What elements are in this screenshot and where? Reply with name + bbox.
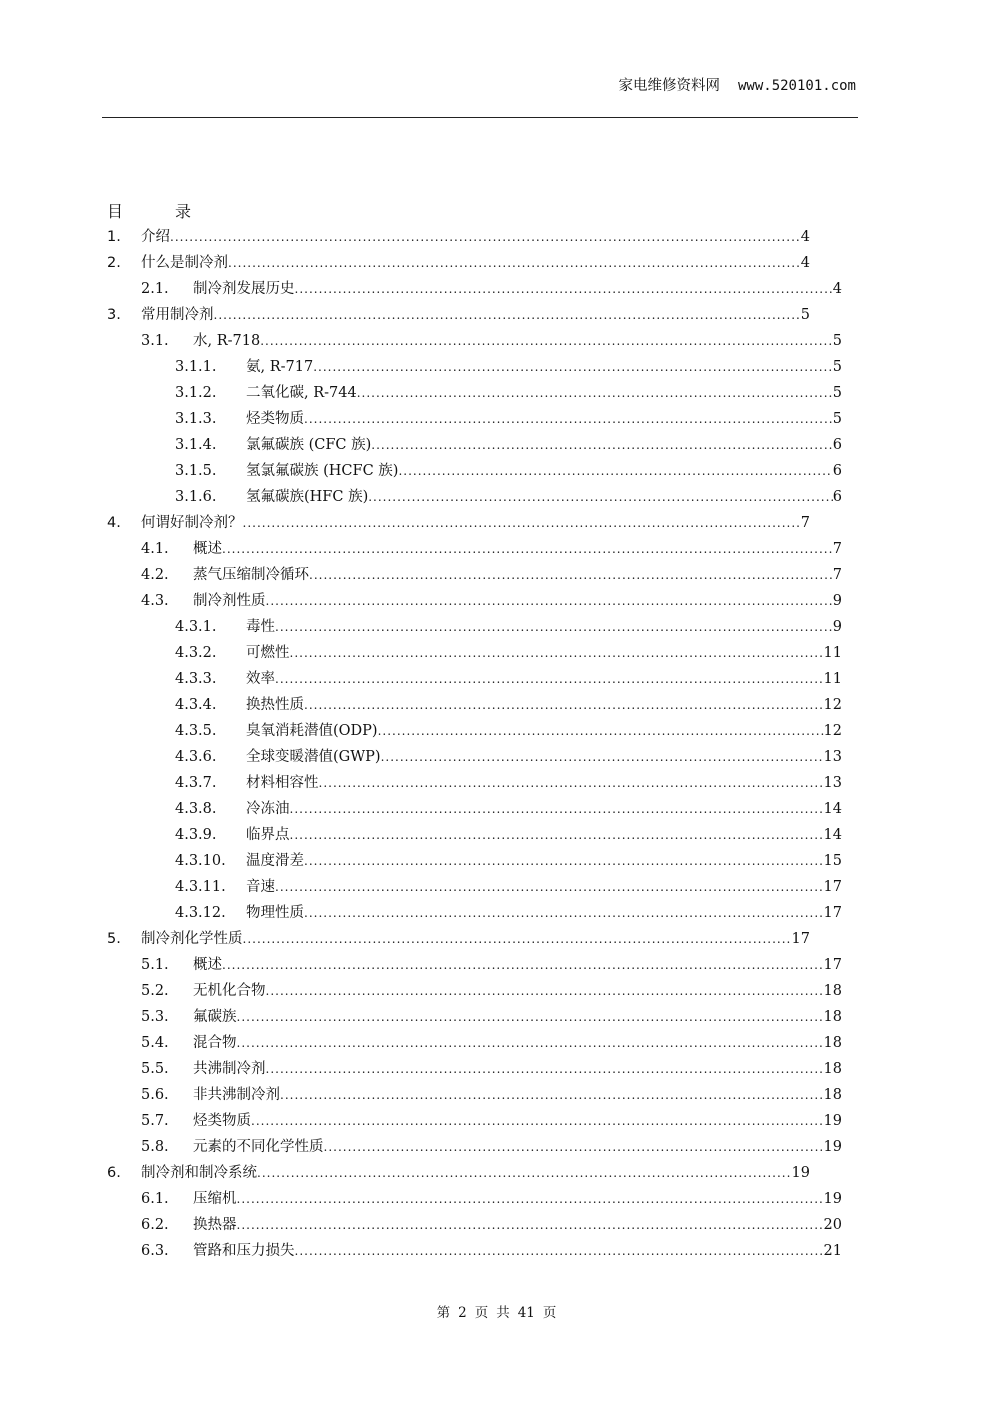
toc-leader bbox=[368, 484, 833, 510]
toc-entry[interactable] bbox=[193, 328, 842, 354]
toc-entry[interactable] bbox=[246, 458, 842, 484]
toc-label: 换热性质 bbox=[246, 697, 304, 713]
toc-leader bbox=[266, 1056, 824, 1082]
site-url[interactable]: www.520101.com bbox=[737, 78, 856, 94]
toc-leader bbox=[280, 1082, 824, 1108]
toc-page-number: 18 bbox=[823, 1087, 842, 1103]
toc-row[interactable] bbox=[175, 614, 842, 640]
header-divider bbox=[102, 117, 858, 118]
toc-leader bbox=[290, 822, 824, 848]
toc-entry[interactable] bbox=[246, 380, 842, 406]
toc-label: 什么是制冷剂 bbox=[141, 255, 228, 271]
toc-page-number: 19 bbox=[791, 1165, 810, 1181]
toc-number: 4.1. bbox=[141, 541, 169, 557]
toc-row[interactable] bbox=[141, 1030, 842, 1056]
toc-row[interactable] bbox=[107, 926, 810, 952]
toc-label: 全球变暖潜值(GWP) bbox=[246, 749, 381, 765]
toc-entry[interactable] bbox=[141, 224, 810, 250]
toc-row[interactable] bbox=[141, 1212, 842, 1238]
toc-page-number: 6 bbox=[832, 437, 842, 453]
toc-row[interactable] bbox=[107, 302, 810, 328]
toc-page-number: 11 bbox=[823, 645, 842, 661]
toc-page-number: 5 bbox=[832, 333, 842, 349]
toc-label: 温度滑差 bbox=[246, 853, 304, 869]
toc-entry[interactable] bbox=[193, 1030, 842, 1056]
toc-page-number: 18 bbox=[823, 983, 842, 999]
toc-entry[interactable] bbox=[141, 302, 810, 328]
toc-label: 压缩机 bbox=[193, 1191, 237, 1207]
toc-page-number: 18 bbox=[823, 1009, 842, 1025]
toc-title bbox=[107, 199, 191, 222]
toc-leader bbox=[304, 848, 824, 874]
toc-row[interactable] bbox=[175, 796, 842, 822]
toc-page-number: 20 bbox=[823, 1217, 842, 1233]
toc-number: 5.2. bbox=[141, 983, 169, 999]
toc-label: 元素的不同化学性质 bbox=[193, 1139, 324, 1155]
toc-row[interactable] bbox=[175, 744, 842, 770]
toc-leader bbox=[295, 1238, 824, 1264]
toc-page-number: 9 bbox=[832, 619, 842, 635]
toc-leader bbox=[266, 588, 833, 614]
toc-label: 制冷剂发展历史 bbox=[193, 281, 295, 297]
toc-row[interactable] bbox=[141, 1082, 842, 1108]
toc-row[interactable] bbox=[141, 1108, 842, 1134]
toc-label: 冷冻油 bbox=[246, 801, 290, 817]
toc-number: 3.1.2. bbox=[175, 385, 217, 401]
toc-label: 介绍 bbox=[141, 229, 170, 245]
toc-leader bbox=[214, 302, 801, 328]
toc-entry[interactable] bbox=[246, 822, 842, 848]
toc-leader bbox=[275, 614, 833, 640]
page-footer bbox=[0, 1301, 993, 1321]
toc-leader bbox=[304, 900, 824, 926]
toc-number: 4.3.12. bbox=[175, 905, 226, 921]
toc-entry[interactable] bbox=[141, 510, 810, 536]
toc-entry[interactable] bbox=[246, 796, 842, 822]
toc-page-number: 5 bbox=[800, 307, 810, 323]
toc-entry[interactable] bbox=[193, 1134, 842, 1160]
toc-page-number: 6 bbox=[832, 463, 842, 479]
toc-row[interactable] bbox=[141, 328, 842, 354]
toc-number: 3.1.5. bbox=[175, 463, 217, 479]
toc-entry[interactable] bbox=[193, 588, 842, 614]
toc-row[interactable] bbox=[141, 588, 842, 614]
toc-row[interactable] bbox=[175, 874, 842, 900]
toc-row[interactable] bbox=[141, 562, 842, 588]
toc-leader bbox=[324, 1134, 824, 1160]
toc-row[interactable] bbox=[175, 380, 842, 406]
toc-page-number: 17 bbox=[791, 931, 810, 947]
toc-row[interactable] bbox=[141, 276, 842, 302]
toc-label: 非共沸制冷剂 bbox=[193, 1087, 280, 1103]
toc-number: 6.2. bbox=[141, 1217, 169, 1233]
toc-leader bbox=[257, 1160, 792, 1186]
toc-row[interactable] bbox=[175, 718, 842, 744]
toc-row[interactable] bbox=[107, 224, 810, 250]
toc-label: 氨, R-717 bbox=[246, 359, 314, 375]
toc-entry[interactable] bbox=[246, 484, 842, 510]
header-text bbox=[618, 74, 856, 95]
toc-page-number: 18 bbox=[823, 1061, 842, 1077]
toc-entry[interactable] bbox=[193, 1108, 842, 1134]
site-name: 家电维修资料网 bbox=[618, 78, 720, 94]
footer-word-2: 页 bbox=[474, 1305, 489, 1321]
toc-entry[interactable] bbox=[193, 1082, 842, 1108]
toc-row[interactable] bbox=[175, 900, 842, 926]
toc-row[interactable] bbox=[141, 1004, 842, 1030]
toc-label: 氢氯氟碳族 (HCFC 族) bbox=[246, 463, 399, 479]
toc-page-number: 5 bbox=[832, 411, 842, 427]
toc-row[interactable] bbox=[107, 250, 810, 276]
toc-number: 4.3.11. bbox=[175, 879, 226, 895]
toc-entry[interactable] bbox=[193, 978, 842, 1004]
toc-row[interactable] bbox=[141, 1056, 842, 1082]
toc-label: 共沸制冷剂 bbox=[193, 1061, 266, 1077]
toc-number: 6.3. bbox=[141, 1243, 169, 1259]
toc-number: 3. bbox=[107, 307, 121, 323]
toc-number: 5.7. bbox=[141, 1113, 169, 1129]
toc-number: 4.3.7. bbox=[175, 775, 217, 791]
toc-row[interactable] bbox=[175, 406, 842, 432]
toc-label: 物理性质 bbox=[246, 905, 304, 921]
toc-leader bbox=[304, 692, 824, 718]
toc-label: 蒸气压缩制冷循环 bbox=[193, 567, 309, 583]
toc-page-number: 7 bbox=[832, 541, 842, 557]
toc-entry[interactable] bbox=[246, 692, 842, 718]
toc-label: 概述 bbox=[193, 541, 222, 557]
toc-page-number: 19 bbox=[823, 1191, 842, 1207]
toc-leader bbox=[304, 406, 833, 432]
toc-row[interactable] bbox=[107, 1160, 810, 1186]
toc-number: 4.3.5. bbox=[175, 723, 217, 739]
toc-page-number: 4 bbox=[832, 281, 842, 297]
toc-leader bbox=[243, 926, 792, 952]
toc-entry[interactable] bbox=[193, 562, 842, 588]
toc-page-number: 13 bbox=[823, 749, 842, 765]
toc-row[interactable] bbox=[141, 1238, 842, 1264]
toc-number: 2. bbox=[107, 255, 121, 271]
toc-title-part2: 录 bbox=[175, 202, 192, 221]
toc-row[interactable] bbox=[141, 978, 842, 1004]
toc-page-number: 9 bbox=[832, 593, 842, 609]
toc-row[interactable] bbox=[141, 1134, 842, 1160]
toc-row[interactable] bbox=[175, 666, 842, 692]
toc-leader bbox=[237, 1186, 824, 1212]
toc-page-number: 18 bbox=[823, 1035, 842, 1051]
toc-number: 1. bbox=[107, 229, 121, 245]
toc-entry[interactable] bbox=[141, 1160, 810, 1186]
toc-number: 4.2. bbox=[141, 567, 169, 583]
toc-number: 4.3.4. bbox=[175, 697, 217, 713]
toc-leader bbox=[243, 510, 801, 536]
footer-word-4: 页 bbox=[542, 1305, 557, 1321]
toc-leader bbox=[275, 874, 824, 900]
page-header bbox=[102, 70, 858, 120]
toc-leader bbox=[275, 666, 824, 692]
toc-number: 5.6. bbox=[141, 1087, 169, 1103]
toc-number: 4.3. bbox=[141, 593, 169, 609]
toc-entry[interactable] bbox=[141, 250, 810, 276]
toc-number: 5. bbox=[107, 931, 121, 947]
toc-number: 5.4. bbox=[141, 1035, 169, 1051]
toc-entry[interactable] bbox=[193, 276, 842, 302]
toc-page-number: 12 bbox=[823, 723, 842, 739]
toc-number: 6.1. bbox=[141, 1191, 169, 1207]
toc-entry[interactable] bbox=[246, 744, 842, 770]
toc-leader bbox=[228, 250, 801, 276]
toc-leader bbox=[295, 276, 833, 302]
toc-entry[interactable] bbox=[246, 354, 842, 380]
toc-leader bbox=[290, 640, 824, 666]
toc-page-number: 4 bbox=[800, 229, 810, 245]
toc-page-number: 11 bbox=[823, 671, 842, 687]
toc-number: 6. bbox=[107, 1165, 121, 1181]
toc-number: 3.1. bbox=[141, 333, 169, 349]
toc-label: 二氧化碳, R-744 bbox=[246, 385, 357, 401]
toc-entry[interactable] bbox=[246, 900, 842, 926]
toc-number: 4.3.2. bbox=[175, 645, 217, 661]
toc-row[interactable] bbox=[107, 510, 810, 536]
toc-entry[interactable] bbox=[193, 536, 842, 562]
toc-row[interactable] bbox=[175, 484, 842, 510]
toc-label: 可燃性 bbox=[246, 645, 290, 661]
toc-page-number: 21 bbox=[823, 1243, 842, 1259]
toc-entry[interactable] bbox=[246, 848, 842, 874]
toc-number: 5.3. bbox=[141, 1009, 169, 1025]
toc-entry[interactable] bbox=[246, 770, 842, 796]
toc-page-number: 12 bbox=[823, 697, 842, 713]
toc-leader bbox=[237, 1004, 824, 1030]
toc-entry[interactable] bbox=[193, 1238, 842, 1264]
toc-number: 5.8. bbox=[141, 1139, 169, 1155]
toc-page-number: 13 bbox=[823, 775, 842, 791]
toc-page-number: 14 bbox=[823, 827, 842, 843]
toc-row[interactable] bbox=[141, 952, 842, 978]
toc-number: 4.3.9. bbox=[175, 827, 217, 843]
toc-leader bbox=[222, 536, 833, 562]
toc-row[interactable] bbox=[175, 692, 842, 718]
toc-label: 概述 bbox=[193, 957, 222, 973]
toc-row[interactable] bbox=[175, 640, 842, 666]
toc-page-number: 17 bbox=[823, 905, 842, 921]
footer-word-3: 共 bbox=[496, 1305, 510, 1321]
toc-entry[interactable] bbox=[246, 874, 842, 900]
toc-number: 4. bbox=[107, 515, 121, 531]
toc-number: 3.1.4. bbox=[175, 437, 217, 453]
toc-label: 臭氧消耗潜值(ODP) bbox=[246, 723, 378, 739]
toc-label: 氢氟碳族(HFC 族) bbox=[246, 489, 369, 505]
toc-page-number: 7 bbox=[800, 515, 810, 531]
footer-current-page: 2 bbox=[458, 1305, 467, 1321]
toc-row[interactable] bbox=[175, 848, 842, 874]
toc-leader bbox=[290, 796, 824, 822]
toc-page-number: 19 bbox=[823, 1113, 842, 1129]
toc-leader bbox=[266, 978, 824, 1004]
footer-word-1: 第 bbox=[436, 1305, 451, 1321]
toc-leader bbox=[378, 718, 824, 744]
toc-entry[interactable] bbox=[246, 432, 842, 458]
toc-entry[interactable] bbox=[246, 718, 842, 744]
toc-leader bbox=[371, 432, 832, 458]
toc-leader bbox=[251, 1108, 824, 1134]
toc-row[interactable] bbox=[175, 822, 842, 848]
toc-row[interactable] bbox=[175, 770, 842, 796]
toc-label: 管路和压力损失 bbox=[193, 1243, 295, 1259]
toc-number: 4.3.3. bbox=[175, 671, 217, 687]
toc-number: 3.1.1. bbox=[175, 359, 217, 375]
toc-entry[interactable] bbox=[246, 640, 842, 666]
toc-page-number: 15 bbox=[823, 853, 842, 869]
toc-page-number: 6 bbox=[832, 489, 842, 505]
toc-number: 4.3.10. bbox=[175, 853, 226, 869]
toc-page-number: 5 bbox=[832, 359, 842, 375]
toc-leader bbox=[398, 458, 832, 484]
toc-label: 无机化合物 bbox=[193, 983, 266, 999]
toc-entry[interactable] bbox=[193, 1056, 842, 1082]
toc-entry[interactable] bbox=[246, 406, 842, 432]
toc-leader bbox=[357, 380, 833, 406]
toc-label: 临界点 bbox=[246, 827, 290, 843]
toc-entry[interactable] bbox=[193, 1186, 842, 1212]
toc-page-number: 17 bbox=[823, 957, 842, 973]
toc-label: 制冷剂和制冷系统 bbox=[141, 1165, 257, 1181]
toc-row[interactable] bbox=[175, 354, 842, 380]
toc-page-number: 7 bbox=[832, 567, 842, 583]
toc-page-number: 19 bbox=[823, 1139, 842, 1155]
toc-page-number: 5 bbox=[832, 385, 842, 401]
toc-leader bbox=[170, 224, 801, 250]
toc-label: 音速 bbox=[246, 879, 275, 895]
toc-page-number: 17 bbox=[823, 879, 842, 895]
toc-label: 毒性 bbox=[246, 619, 275, 635]
toc-label: 何谓好制冷剂？ bbox=[141, 515, 243, 531]
toc-label: 制冷剂化学性质 bbox=[141, 931, 243, 947]
toc-leader bbox=[319, 770, 824, 796]
toc-leader bbox=[381, 744, 824, 770]
toc-page-number: 14 bbox=[823, 801, 842, 817]
toc-label: 氯氟碳族 (CFC 族) bbox=[246, 437, 372, 453]
toc-entry[interactable] bbox=[246, 614, 842, 640]
toc-number: 4.3.6. bbox=[175, 749, 217, 765]
toc-label: 制冷剂性质 bbox=[193, 593, 266, 609]
toc-label: 烃类物质 bbox=[246, 411, 304, 427]
toc-entry[interactable] bbox=[193, 1004, 842, 1030]
toc-entry[interactable] bbox=[141, 926, 810, 952]
toc-entry[interactable] bbox=[193, 1212, 842, 1238]
toc-leader bbox=[237, 1030, 824, 1056]
toc-label: 氟碳族 bbox=[193, 1009, 237, 1025]
toc-leader bbox=[309, 562, 833, 588]
toc-leader bbox=[237, 1212, 824, 1238]
toc-label: 换热器 bbox=[193, 1217, 237, 1233]
toc-number: 3.1.6. bbox=[175, 489, 217, 505]
toc-leader bbox=[260, 328, 833, 354]
toc-number: 5.5. bbox=[141, 1061, 169, 1077]
toc-entry[interactable] bbox=[193, 952, 842, 978]
toc-title-part1: 目 bbox=[107, 202, 124, 221]
toc-number: 2.1. bbox=[141, 281, 169, 297]
toc-label: 材料相容性 bbox=[246, 775, 319, 791]
toc-label: 常用制冷剂 bbox=[141, 307, 214, 323]
toc-entry[interactable] bbox=[246, 666, 842, 692]
toc-number: 4.3.1. bbox=[175, 619, 217, 635]
toc-leader bbox=[222, 952, 824, 978]
toc-label: 水, R-718 bbox=[193, 333, 261, 349]
toc-number: 5.1. bbox=[141, 957, 169, 973]
toc-leader bbox=[313, 354, 833, 380]
toc-row[interactable] bbox=[141, 1186, 842, 1212]
toc-row[interactable] bbox=[141, 536, 842, 562]
toc-number: 4.3.8. bbox=[175, 801, 217, 817]
toc-page-number: 4 bbox=[800, 255, 810, 271]
toc-label: 效率 bbox=[246, 671, 275, 687]
toc-row[interactable] bbox=[175, 458, 842, 484]
toc-number: 3.1.3. bbox=[175, 411, 217, 427]
toc-row[interactable] bbox=[175, 432, 842, 458]
footer-total-pages: 41 bbox=[517, 1305, 535, 1321]
toc-label: 混合物 bbox=[193, 1035, 237, 1051]
toc-label: 烃类物质 bbox=[193, 1113, 251, 1129]
